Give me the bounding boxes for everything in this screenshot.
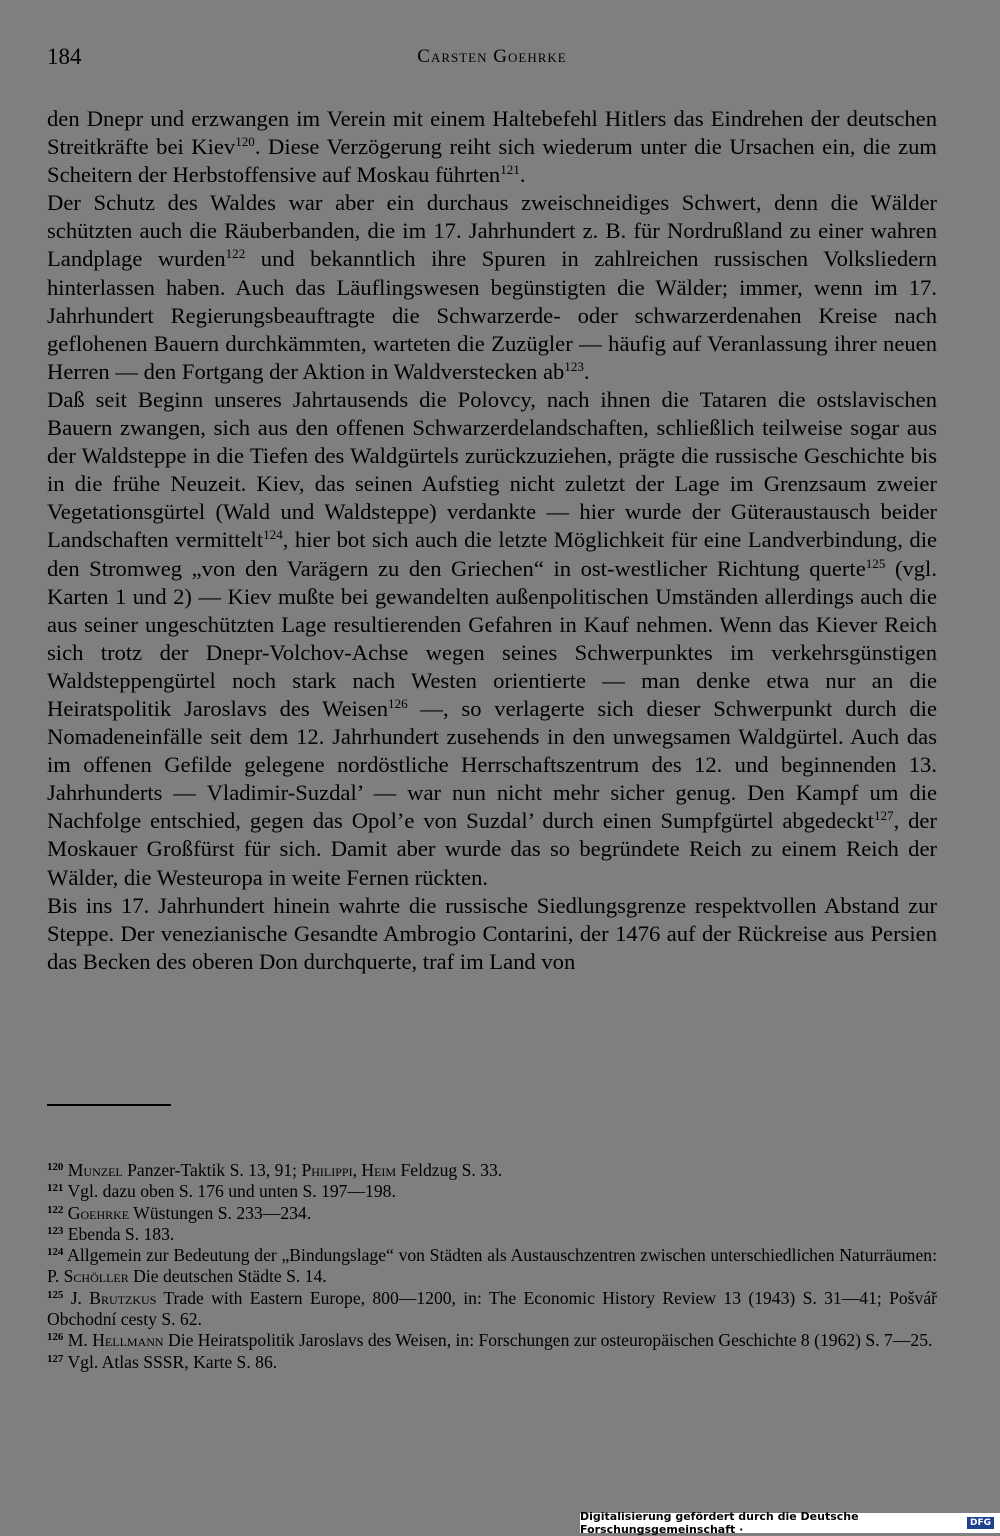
footnote-127	[47, 1352, 937, 1373]
text-run: , der Moskauer Großfürst für sich. Damit aber wurde das so begründete Reich zu einem Reich der Wälder, die Westeuropa in weite Fernen rückten.	[47, 808, 937, 890]
footnote-ref: 126	[388, 695, 408, 711]
footnote-126	[47, 1330, 937, 1351]
text-run: .	[519, 162, 526, 188]
footnote-text: Panzer-Taktik S. 13, 91;	[122, 1160, 302, 1180]
text-run: , hier bot sich auch die letzte Möglichkeit für eine Landverbindung, die den Stromweg „von den Varägern zu den Griechen“ in ost-westlicher Richtung querte	[47, 527, 938, 581]
text-run: . Diese Verzögerung reiht sich wiederum unter die Ursachen ein, die zum Scheitern der Herbstoffensive auf Moskau führten	[47, 134, 937, 188]
footnote-number: 125	[47, 1288, 64, 1301]
footnote-text: Wüstungen S. 233—234.	[129, 1202, 312, 1223]
text-run: und bekanntlich ihre Spuren in zahlreichen russischen Volksliedern hinterlassen haben. Auch das Läuflingswesen begünstigten die Wälder; immer, wenn im 17. Jahrhundert Regierungsbeauftragte die Schwarzerde- oder schwarzerdenahen Kreise nach geflohenen Bauern durchkämmten, warteten die Zuzügler — häufig auf Veranlassung ihrer neuen Herren — den Fortgang der Aktion in Waldverstecken ab	[47, 246, 937, 384]
paragraph-2	[47, 189, 937, 386]
author-name: Brutzkus	[89, 1287, 157, 1308]
footnote-text: Allgemein zur Bedeutung der „Bindungslage“ von Städten als Austauschzentren zwischen unterschiedlichen Naturräumen: P.	[47, 1245, 937, 1287]
footnote-number: 126	[47, 1331, 64, 1344]
author-name: Hellmann	[92, 1330, 164, 1351]
text-run: Der Schutz des Waldes war aber ein durchaus zweischneidiges Schwert, denn die Wälder schützten auch die Räuberbanden, die im 17. Jahrhundert z. B. für Nordrußland zu einer wahren Landplage wurden	[47, 190, 937, 272]
text-run: (vgl. Karten 1 und 2) — Kiev mußte bei gewandelten außenpolitischen Umständen allerdings auch die aus seiner ungeschützten Lage resultierenden Gefahren in Kauf nehmen. Wenn das Kiever Reich sich trotz der Dnepr-Volchov-Achse wegen seines Schwerpunktes im verkehrsgünstigen Waldsteppengürtel noch stark nach Westen orientierte — man denke etwa nur an die Heiratspolitik Jaroslavs des Weisen	[47, 555, 937, 721]
footnote-number: 121	[47, 1182, 64, 1195]
footnote-number: 122	[47, 1203, 64, 1216]
page-number: 184	[47, 44, 82, 69]
dfg-logo: DFG	[967, 1517, 994, 1529]
footnote-122	[47, 1203, 937, 1224]
footnote-text: M.	[67, 1330, 93, 1351]
footnote-text: Feldzug S. 33.	[396, 1160, 503, 1180]
text-run: .	[583, 358, 590, 384]
footnote-123	[47, 1224, 937, 1245]
footnote-number: 120	[47, 1161, 64, 1173]
footnote-124	[47, 1245, 937, 1288]
footnote-divider	[47, 1104, 171, 1106]
footnote-ref: 127	[873, 808, 894, 824]
footnote-text: Ebenda S. 183.	[67, 1223, 175, 1244]
footnote-number: 127	[47, 1352, 64, 1365]
footnote-ref: 120	[235, 133, 255, 149]
footnote-number: 124	[47, 1246, 64, 1259]
author-name: Schöller	[63, 1266, 129, 1287]
footnote-ref: 124	[263, 527, 283, 543]
text-run: den Dnepr und erzwangen im Verein mit einem Haltebefehl Hitlers das Eindrehen der deutschen Streitkräfte bei Kiev	[47, 106, 937, 160]
footnote-ref: 122	[225, 246, 246, 262]
page-header	[47, 44, 937, 78]
footnote-text: Trade with Eastern Europe, 800—1200, in: The Economic History Review 13 (1943) S. 31—41; Pošvář Obchodní cesty S. 62.	[47, 1287, 937, 1330]
footnote-text: Vgl. dazu oben S. 176 und unten S. 197—198.	[67, 1181, 396, 1202]
running-head: Carsten Goehrke	[417, 46, 567, 67]
footnotes	[47, 1160, 937, 1373]
body-text	[47, 105, 937, 976]
footnote-ref: 123	[564, 358, 584, 374]
footnote-ref: 125	[865, 555, 886, 571]
footnote-121	[47, 1181, 937, 1202]
footnote-125	[47, 1288, 937, 1331]
paragraph-4	[47, 892, 937, 976]
footnote-ref: 121	[500, 162, 520, 178]
footnote-text: Vgl. Atlas SSSR, Karte S. 86.	[67, 1351, 278, 1372]
author-name: Goehrke	[67, 1202, 130, 1223]
text-run: —, so verlagerte sich dieser Schwerpunkt durch die Nomadeneinfälle seit dem 12. Jahrhundert zusehends in den unwegsamen Waldgürtel. Auch das im offenen Gefilde gelegene nordöstliche Herrschaftszentrum des 12. und beginnenden 13. Jahrhunderts — Vladimir-Suzdal’ — war nun nicht mehr sicher genug. Den Kampf um die Nachfolge entschied, gegen das Opol’e von Suzdal’ durch einen Sumpfgürtel abgedeckt	[47, 695, 937, 834]
paragraph-3	[47, 386, 937, 892]
digitization-banner	[580, 1510, 1000, 1536]
digitization-note: Digitalisierung gefördert durch die Deutsche Forschungsgemeinschaft ·	[580, 1510, 859, 1536]
footnote-text: J.	[70, 1287, 90, 1308]
footnote-120	[47, 1160, 937, 1181]
text-run: Daß seit Beginn unseres Jahrtausends die Polovcy, nach ihnen die Tataren die ostslavischen Bauern zwangen, sich aus den offenen Schwarzerdelandschaften, schließlich teilweise sogar aus der Waldsteppe in die Tiefen des Waldgürtels zurückzuziehen, prägte die russische Geschichte bis in die frühe Neuzeit. Kiev, das seinen Aufstieg nicht zuletzt der Lage im Grenzsaum zweier Vegetationsgürtel (Wald und Waldsteppe) verdankte — hier wurde der Güteraustausch beider Landschaften vermittelt	[47, 386, 937, 553]
author-name: Philippi, Heim	[301, 1160, 397, 1180]
footnote-text: Die Heiratspolitik Jaroslavs des Weisen, in: Forschungen zur osteuropäischen Geschichte 8 (1962) S. 7—25.	[163, 1330, 933, 1351]
footnote-number: 123	[47, 1224, 64, 1237]
text-run: Bis ins 17. Jahrhundert hinein wahrte die russische Siedlungsgrenze respektvollen Abstand zur Steppe. Der venezianische Gesandte Ambrogio Contarini, der 1476 auf der Rückreise aus Persien das Becken des oberen Don durchquerte, traf im Land von	[47, 892, 937, 974]
author-name: Munzel	[67, 1160, 123, 1180]
footnote-text: Die deutschen Städte S. 14.	[128, 1266, 327, 1287]
paragraph-1	[47, 105, 937, 189]
